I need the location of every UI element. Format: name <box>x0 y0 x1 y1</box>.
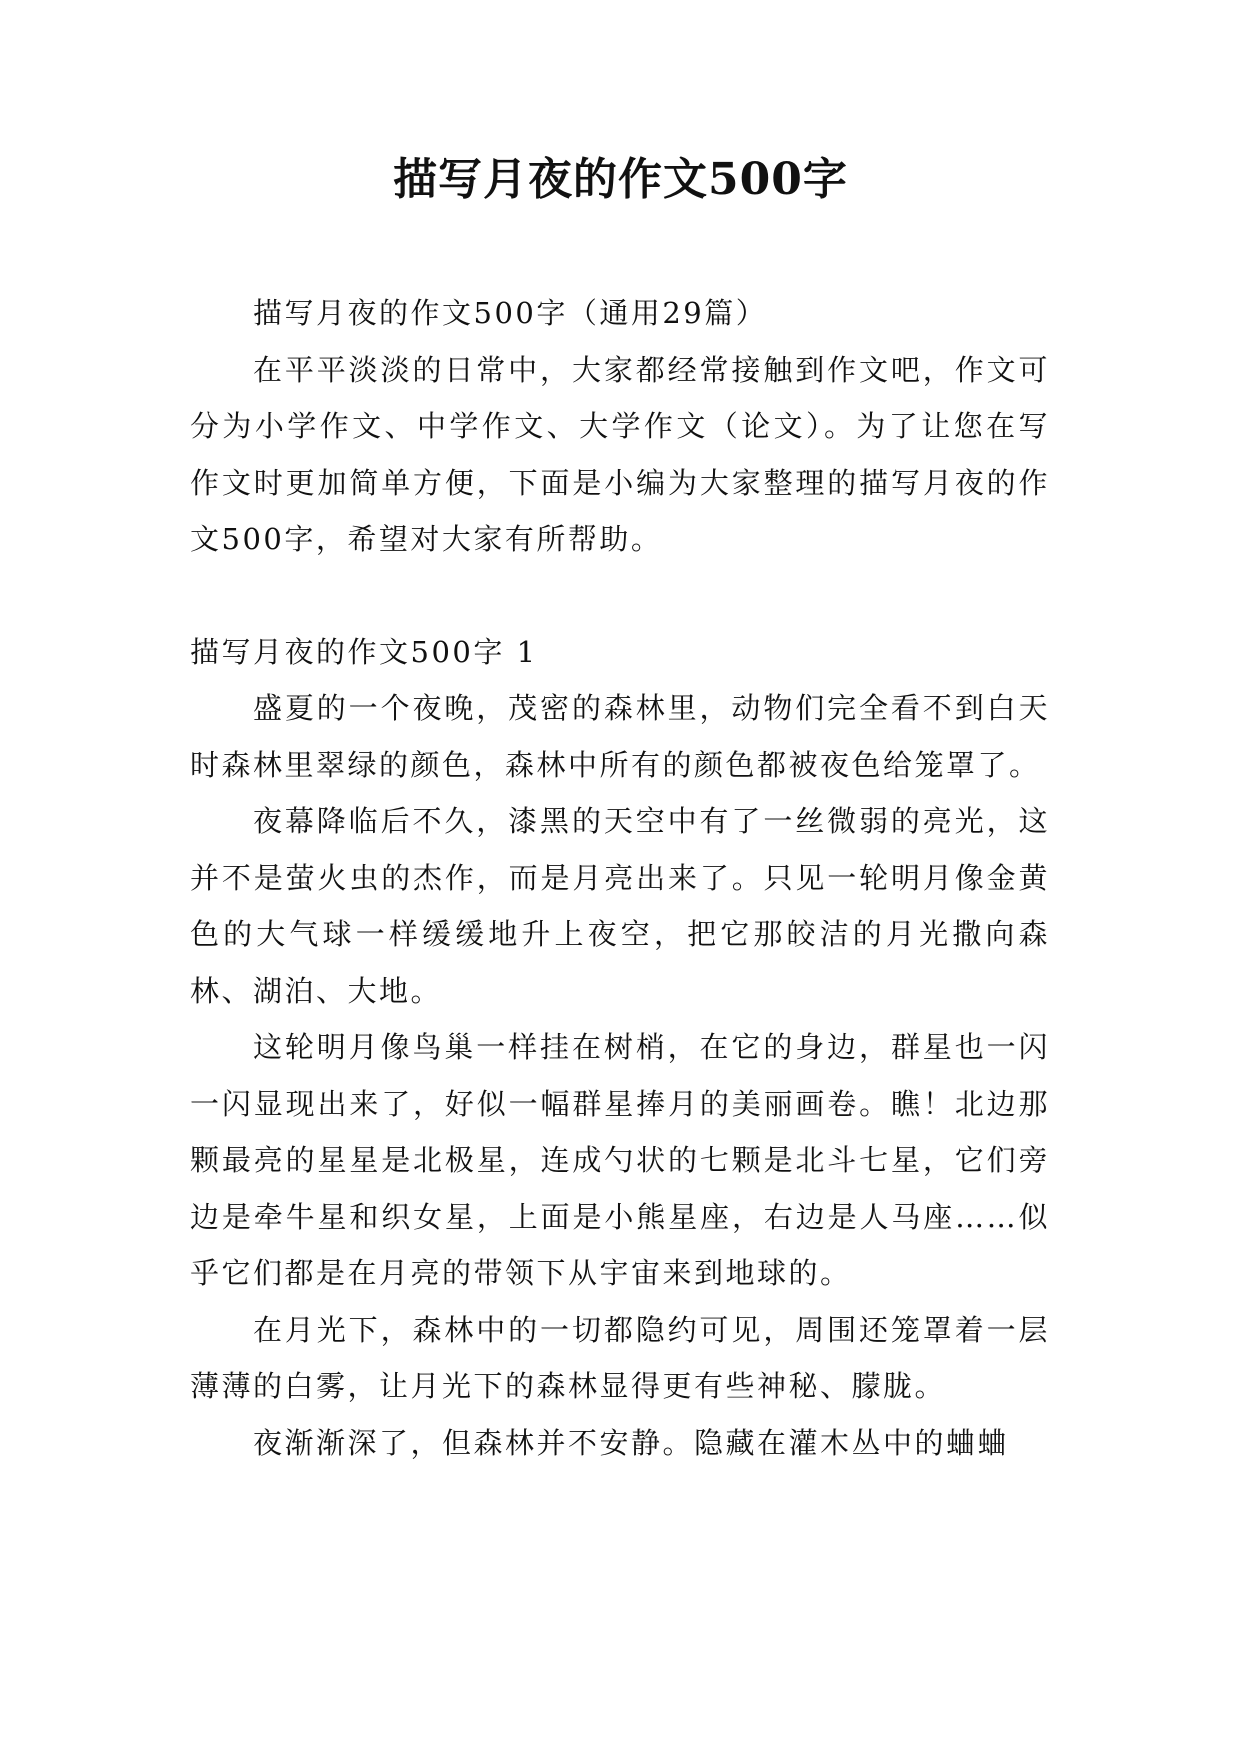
intro-paragraph: 在平平淡淡的日常中，大家都经常接触到作文吧，作文可分为小学作文、中学作文、大学作文（论文）。为了让您在写作文时更加简单方便，下面是小编为大家整理的描写月夜的作文500字，希望对大家有所帮助。 <box>190 352 1050 556</box>
section-heading: 描写月夜的作文500字 1 <box>190 634 538 669</box>
document-title: 描写月夜的作文500字 <box>393 154 848 205</box>
essay-paragraph: 夜渐渐深了，但森林并不安静。隐藏在灌木丛中的蛐蛐 <box>253 1425 1010 1460</box>
document-subtitle: 描写月夜的作文500字（通用29篇） <box>253 296 768 330</box>
essay-paragraph: 盛夏的一个夜晚，茂密的森林里，动物们完全看不到白天时森林里翠绿的颜色，森林中所有的颜色都被夜色给笼罩了。 <box>190 691 1050 782</box>
document-body <box>190 285 1050 1471</box>
essay-paragraph: 夜幕降临后不久，漆黑的天空中有了一丝微弱的亮光，这并不是萤火虫的杰作，而是月亮出来了。只见一轮明月像金黄色的大气球一样缓缓地升上夜空，把它那皎洁的月光撒向森林、湖泊、大地。 <box>190 804 1050 1008</box>
essay-paragraph: 在月光下，森林中的一切都隐约可见，周围还笼罩着一层薄薄的白雾，让月光下的森林显得更有些神秘、朦胧。 <box>190 1312 1050 1403</box>
essay-paragraph: 这轮明月像鸟巢一样挂在树梢，在它的身边，群星也一闪一闪显现出来了，好似一幅群星捧月的美丽画卷。瞧！北边那颗最亮的星星是北极星，连成勺状的七颗是北斗七星，它们旁边是牵牛星和织女星，上面是小熊星座，右边是人马座……似乎它们都是在月亮的带领下从宇宙来到地球的。 <box>190 1030 1050 1290</box>
